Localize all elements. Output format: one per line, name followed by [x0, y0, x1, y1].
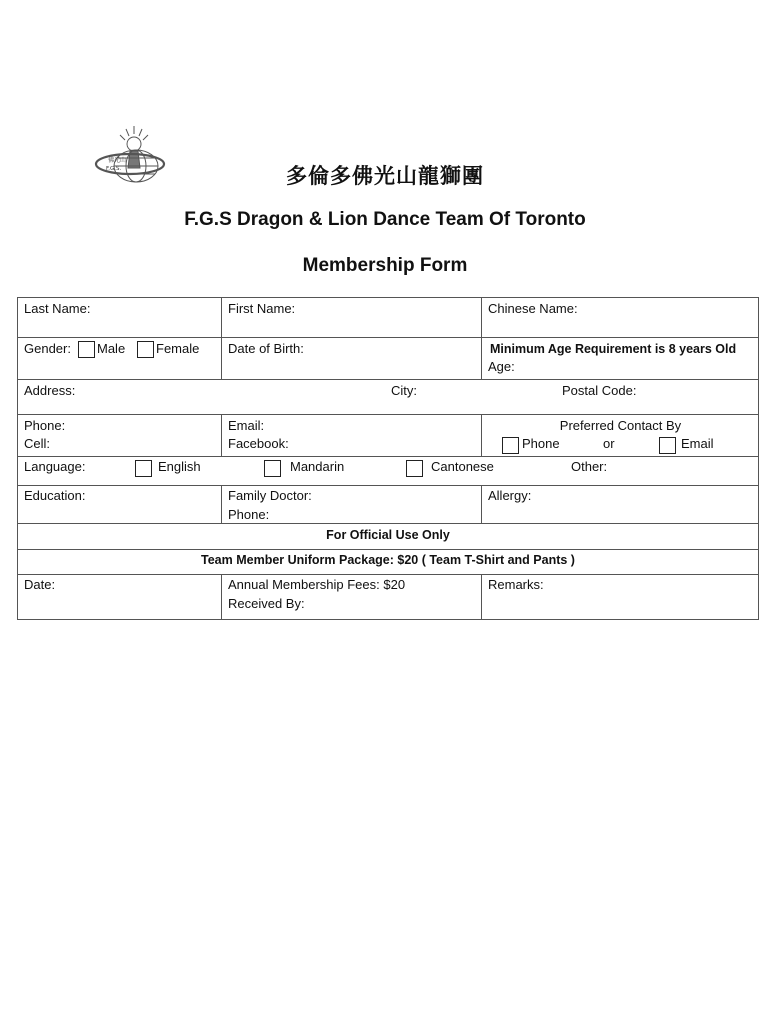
- male-checkbox[interactable]: [78, 341, 95, 358]
- contact-phone-label: Phone: [522, 436, 560, 451]
- form-title: Membership Form: [302, 255, 468, 276]
- row-divider: [18, 414, 758, 415]
- row-divider: [18, 574, 758, 575]
- min-age-note: Minimum Age Requirement is 8 years Old: [490, 342, 737, 356]
- title-english: F.G.S Dragon & Lion Dance Team Of Toronto: [184, 209, 586, 230]
- column-divider: [481, 574, 482, 620]
- row-divider: [18, 549, 758, 550]
- chinese-name-label: Chinese Name:: [488, 301, 578, 316]
- address-label: Address:: [24, 383, 76, 398]
- doctor-phone-label: Phone:: [228, 507, 270, 522]
- remarks-label: Remarks:: [488, 577, 544, 592]
- english-label: English: [158, 459, 201, 474]
- cantonese-checkbox[interactable]: [406, 460, 423, 477]
- row-divider: [18, 337, 758, 338]
- contact-or-label: or: [603, 436, 615, 451]
- received-by-label: Received By:: [228, 596, 305, 611]
- cell-label: Cell:: [24, 436, 51, 451]
- cantonese-label: Cantonese: [431, 459, 494, 474]
- last-name-label: Last Name:: [24, 301, 91, 316]
- english-checkbox[interactable]: [135, 460, 152, 477]
- mandarin-label: Mandarin: [290, 459, 345, 474]
- contact-phone-checkbox[interactable]: [502, 437, 519, 454]
- date-label: Date:: [24, 577, 56, 592]
- row-divider: [18, 485, 758, 486]
- education-label: Education:: [24, 488, 86, 503]
- column-divider: [221, 485, 222, 523]
- language-label: Language:: [24, 459, 86, 474]
- svg-text:佛光山: 佛光山: [108, 157, 127, 164]
- phone-label: Phone:: [24, 418, 66, 433]
- male-label: Male: [97, 341, 126, 356]
- column-divider: [481, 485, 482, 523]
- contact-email-checkbox[interactable]: [659, 437, 676, 454]
- preferred-contact-label: Preferred Contact By: [559, 418, 682, 433]
- city-label: City:: [391, 383, 417, 398]
- facebook-label: Facebook:: [228, 436, 289, 451]
- mandarin-checkbox[interactable]: [264, 460, 281, 477]
- row-divider: [18, 379, 758, 380]
- uniform-package-note: Team Member Uniform Package: $20 ( Team T-Shirt and Pants ): [201, 553, 575, 567]
- column-divider: [221, 414, 222, 456]
- svg-text:F.G.S.: F.G.S.: [106, 166, 122, 172]
- column-divider: [481, 298, 482, 379]
- first-name-label: First Name:: [228, 301, 296, 316]
- official-use-heading: For Official Use Only: [326, 528, 450, 542]
- allergy-label: Allergy:: [488, 488, 532, 503]
- family-doctor-label: Family Doctor:: [228, 488, 312, 503]
- column-divider: [221, 298, 222, 379]
- postal-code-label: Postal Code:: [562, 383, 637, 398]
- date-of-birth-label: Date of Birth:: [228, 341, 304, 356]
- email-label: Email:: [228, 418, 265, 433]
- other-language-label: Other:: [571, 459, 608, 474]
- annual-fees-label: Annual Membership Fees: $20: [228, 577, 406, 592]
- contact-email-label: Email: [681, 436, 714, 451]
- female-checkbox[interactable]: [137, 341, 154, 358]
- female-label: Female: [156, 341, 200, 356]
- title-chinese: 多倫多佛光山龍獅團: [286, 164, 484, 188]
- row-divider: [18, 523, 758, 524]
- column-divider: [221, 574, 222, 620]
- row-divider: [18, 456, 758, 457]
- membership-form-table: [17, 297, 759, 620]
- gender-label: Gender:: [24, 341, 71, 356]
- age-label: Age:: [488, 359, 515, 374]
